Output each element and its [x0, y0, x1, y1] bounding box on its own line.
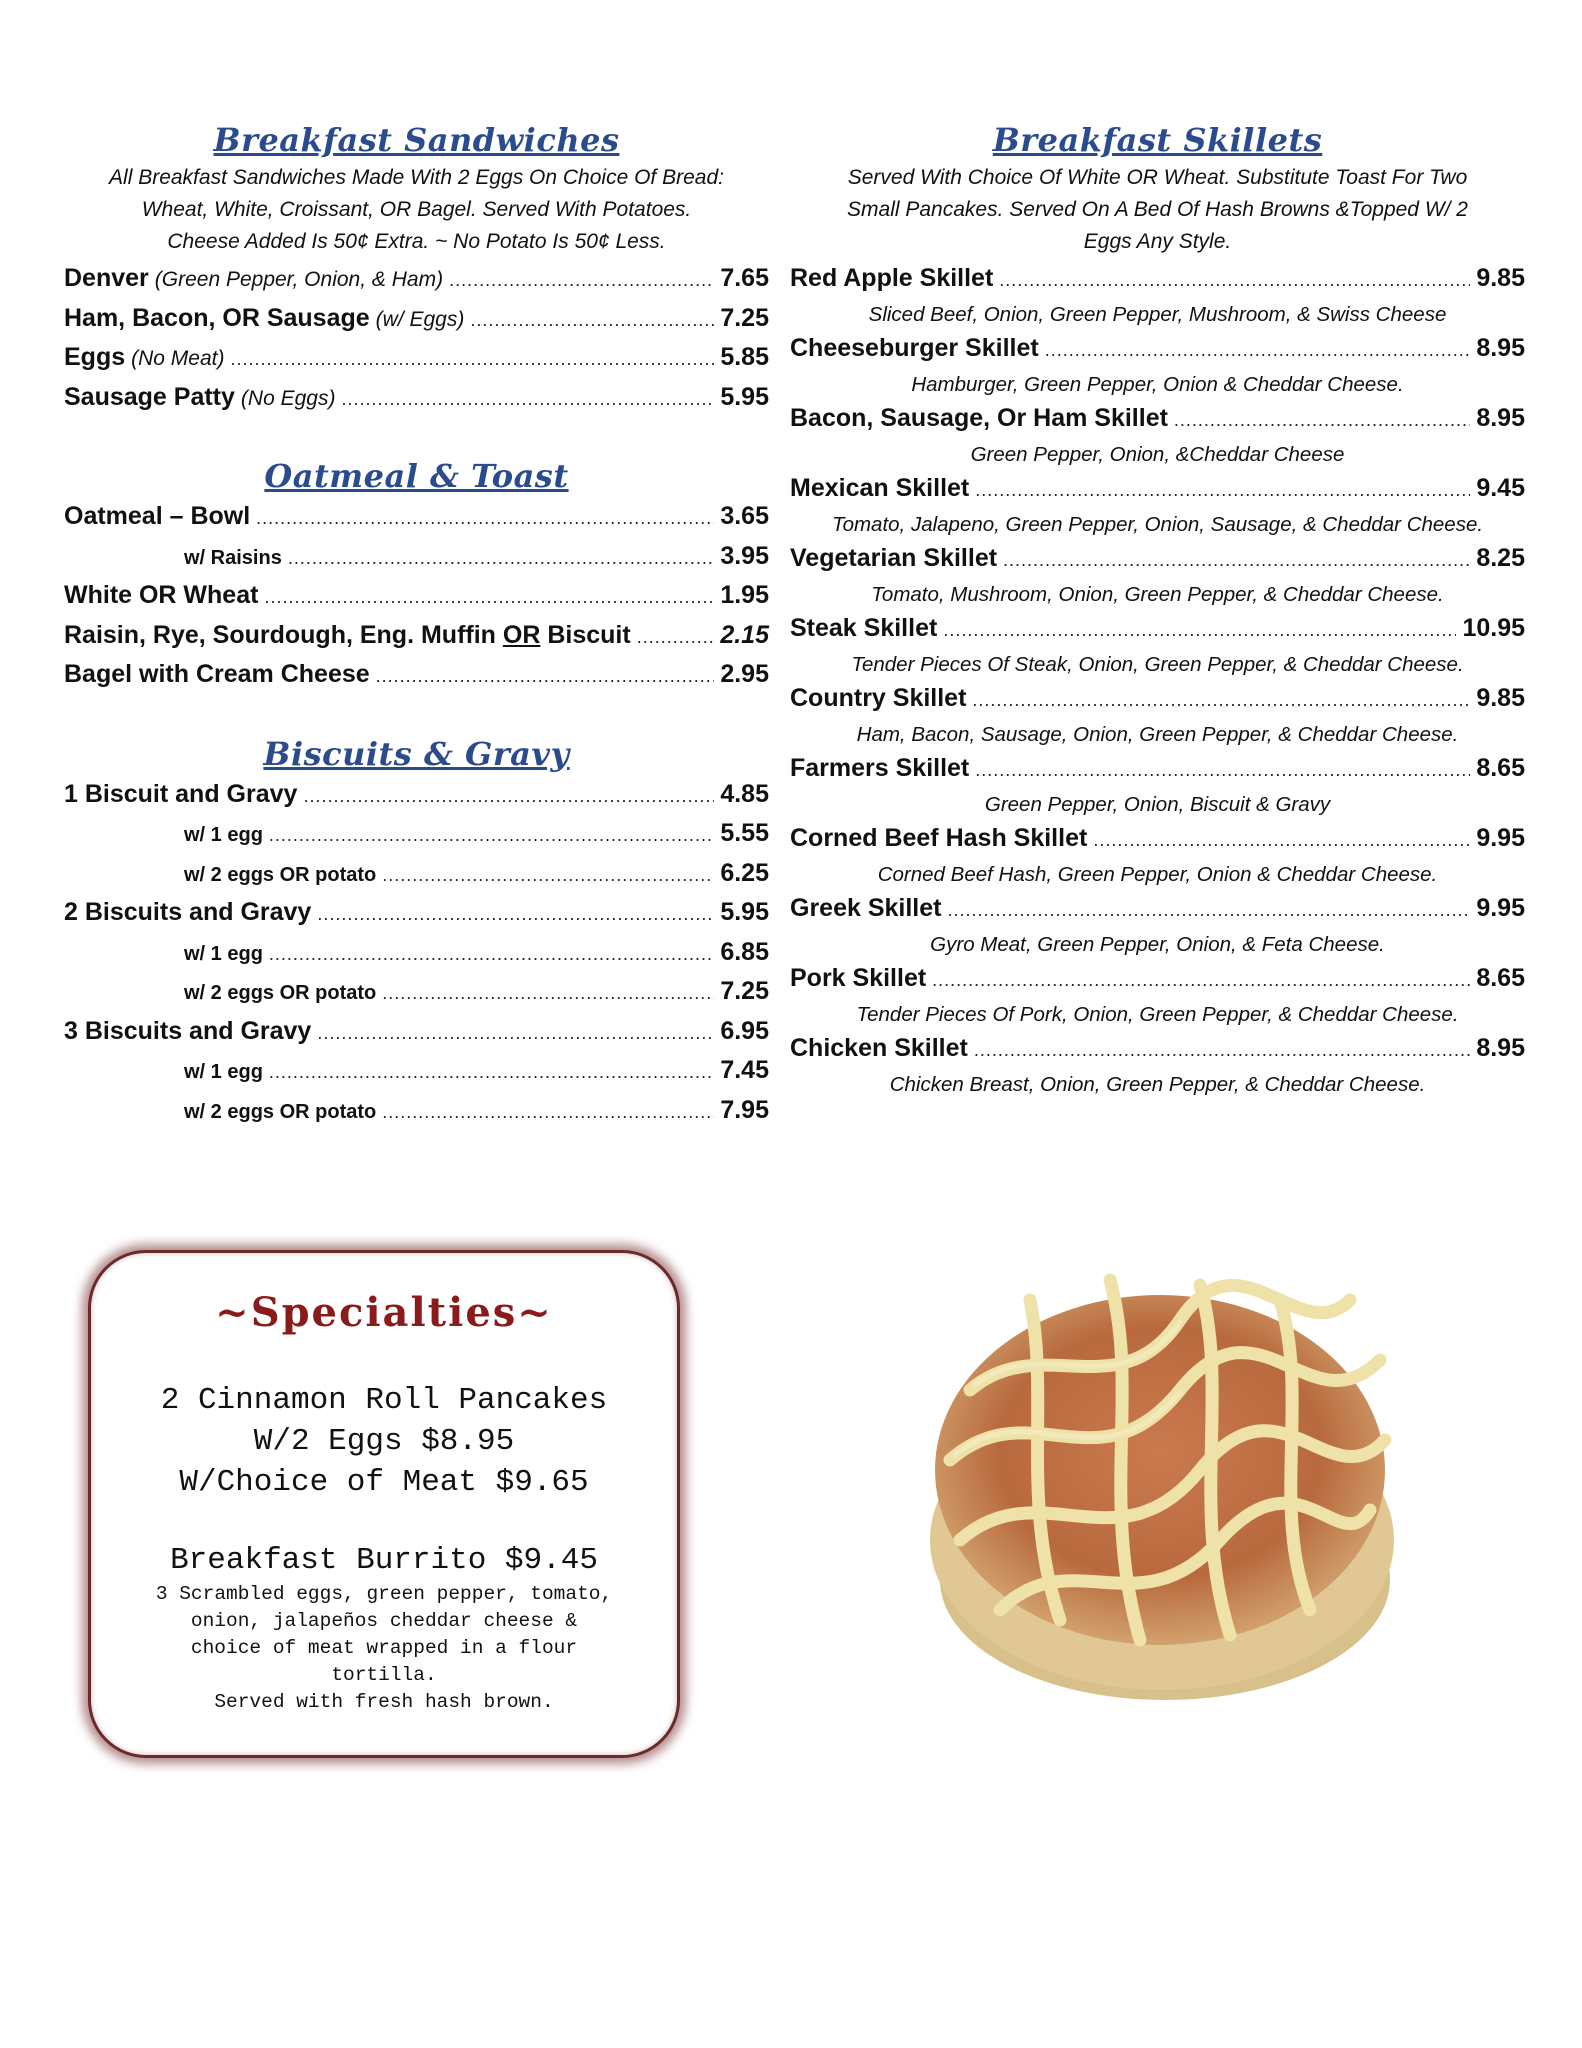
oatmeal-toast-list — [64, 498, 769, 696]
price: 6.95 — [720, 1016, 769, 1045]
price: 1.95 — [720, 581, 769, 609]
menu-item-bagel-cream-cheese: Bagel with Cream Cheese ..... 2.95 — [64, 656, 769, 696]
price: 10.95 — [1462, 614, 1525, 642]
menu-item-2-biscuits-2-eggs: w/ 2 eggs OR potato ..... 7.25 — [64, 973, 769, 1013]
price: 7.45 — [720, 1056, 769, 1084]
menu-item-1-biscuit: 1 Biscuit and Gravy ..... 4.85 — [64, 776, 769, 816]
price: 7.25 — [720, 977, 769, 1005]
price: 8.95 — [1476, 404, 1525, 432]
price: 8.65 — [1476, 964, 1525, 992]
skillets-list — [790, 260, 1525, 1100]
menu-item-2-biscuits: 2 Biscuits and Gravy ..... 5.95 — [64, 894, 769, 934]
breakfast-sandwiches-description: All Breakfast Sandwiches Made With 2 Eggs On Choice Of Bread: Wheat, White, Croissant, OR Bagel. Served With Potatoes. Cheese Added Is 50¢ Extra. ~ No Potato Is 50¢ Less. — [109, 166, 724, 253]
price: 9.95 — [1476, 824, 1525, 852]
menu-item-skillet: Vegetarian Skillet ..... 8.25 — [790, 540, 1525, 579]
menu-item-sausage-patty: Sausage Patty (No Eggs) ..... 5.95 — [64, 379, 769, 419]
menu-item-skillet: Greek Skillet ..... 9.95 — [790, 890, 1525, 929]
price: 7.25 — [720, 303, 769, 332]
breakfast-skillets-description: Served With Choice Of White OR Wheat. Substitute Toast For Two Small Pancakes. Served On A Bed Of Hash Browns &Topped W/ 2 Eggs Any Style. — [847, 166, 1468, 253]
specialty-burrito: Breakfast Burrito $9.45 — [170, 1543, 598, 1578]
menu-item-white-or-wheat: White OR Wheat ..... 1.95 — [64, 577, 769, 617]
price: 2.15 — [720, 620, 769, 649]
skillet-description: Corned Beef Hash, Green Pepper, Onion & Cheddar Cheese. — [877, 863, 1438, 886]
specialties-box — [88, 1250, 680, 1758]
skillet-description: Green Pepper, Onion, Biscuit & Gravy — [984, 793, 1331, 816]
price: 3.65 — [720, 502, 769, 530]
menu-item-1-biscuit-1-egg: w/ 1 egg ..... 5.55 — [64, 815, 769, 855]
skillet-description: Chicken Breast, Onion, Green Pepper, & Cheddar Cheese. — [889, 1073, 1426, 1096]
price: 8.95 — [1476, 334, 1525, 362]
left-column — [64, 118, 769, 1131]
skillet-description: Tomato, Mushroom, Onion, Green Pepper, & Cheddar Cheese. — [871, 583, 1444, 606]
price: 7.95 — [720, 1095, 769, 1124]
menu-item-3-biscuits-1-egg: w/ 1 egg ..... 7.45 — [64, 1052, 769, 1092]
price: 9.95 — [1476, 894, 1525, 922]
menu-item-3-biscuits: 3 Biscuits and Gravy ..... 6.95 — [64, 1013, 769, 1053]
price: 5.55 — [720, 819, 769, 847]
price: 5.95 — [720, 382, 769, 411]
menu-item-denver: Denver (Green Pepper, Onion, & Ham) ..... 7.65 — [64, 260, 769, 300]
biscuits-gravy-list — [64, 776, 769, 1132]
skillet-description: Hamburger, Green Pepper, Onion & Cheddar Cheese. — [911, 373, 1404, 396]
menu-item-skillet: Red Apple Skillet ..... 9.85 — [790, 260, 1525, 299]
price: 5.85 — [720, 343, 769, 371]
price: 8.25 — [1476, 544, 1525, 572]
price: 5.95 — [720, 898, 769, 926]
menu-item-oatmeal-raisins: w/ Raisins ..... 3.95 — [64, 538, 769, 578]
price: 4.85 — [720, 779, 769, 808]
right-column — [790, 118, 1525, 1100]
price: 9.85 — [1476, 264, 1525, 292]
oatmeal-toast-title: Oatmeal & Toast — [264, 457, 569, 495]
menu-item-skillet: Mexican Skillet ..... 9.45 — [790, 470, 1525, 509]
price: 7.65 — [720, 264, 769, 292]
price: 6.25 — [720, 858, 769, 887]
menu-item-2-biscuits-1-egg: w/ 1 egg ..... 6.85 — [64, 934, 769, 974]
menu-item-skillet: Bacon, Sausage, Or Ham Skillet ..... 8.95 — [790, 400, 1525, 439]
breakfast-sandwiches-list — [64, 260, 769, 418]
menu-item-skillet: Corned Beef Hash Skillet ..... 9.95 — [790, 820, 1525, 859]
price: 9.85 — [1476, 684, 1525, 712]
specialty-burrito-description: 3 Scrambled eggs, green pepper, tomato, onion, jalapeños cheddar cheese & choice of meat wrapped in a flour tortilla. Served with fresh hash brown. — [155, 1583, 613, 1713]
specialties-title: ~Specialties~ — [215, 1289, 553, 1336]
menu-item-skillet: Steak Skillet ..... 10.95 — [790, 610, 1525, 649]
price: 8.95 — [1476, 1034, 1525, 1062]
menu-item-oatmeal-bowl: Oatmeal – Bowl ..... 3.65 — [64, 498, 769, 538]
cinnamon-roll-pancake-photo — [880, 1240, 1420, 1710]
biscuits-gravy-title: Biscuits & Gravy — [263, 734, 570, 773]
menu-item-skillet: Pork Skillet ..... 8.65 — [790, 960, 1525, 999]
menu-item-skillet: Cheeseburger Skillet ..... 8.95 — [790, 330, 1525, 369]
price: 2.95 — [720, 660, 769, 688]
menu-item-ham-bacon-sausage: Ham, Bacon, OR Sausage (w/ Eggs) ..... 7.25 — [64, 300, 769, 340]
skillet-description: Sliced Beef, Onion, Green Pepper, Mushroom, & Swiss Cheese — [868, 303, 1447, 326]
menu-item-specialty-breads: Raisin, Rye, Sourdough, Eng. Muffin OR Biscuit ..... 2.15 — [64, 617, 769, 657]
skillet-description: Tender Pieces Of Steak, Onion, Green Pepper, & Cheddar Cheese. — [851, 653, 1464, 676]
price: 9.45 — [1476, 474, 1525, 502]
specialty-pancakes: 2 Cinnamon Roll Pancakes W/2 Eggs $8.95 W/Choice of Meat $9.65 — [160, 1383, 608, 1500]
menu-item-3-biscuits-2-eggs: w/ 2 eggs OR potato ..... 7.95 — [64, 1092, 769, 1132]
skillet-description: Gyro Meat, Green Pepper, Onion, & Feta Cheese. — [930, 933, 1385, 956]
skillet-description: Green Pepper, Onion, &Cheddar Cheese — [970, 443, 1345, 466]
menu-item-1-biscuit-2-eggs: w/ 2 eggs OR potato ..... 6.25 — [64, 855, 769, 895]
price: 6.85 — [720, 937, 769, 966]
menu-item-skillet: Farmers Skillet ..... 8.65 — [790, 750, 1525, 789]
skillet-description: Ham, Bacon, Sausage, Onion, Green Pepper, & Cheddar Cheese. — [856, 723, 1459, 746]
breakfast-sandwiches-title: Breakfast Sandwiches — [213, 121, 620, 159]
skillet-description: Tomato, Jalapeno, Green Pepper, Onion, Sausage, & Cheddar Cheese. — [831, 513, 1484, 536]
menu-item-skillet: Country Skillet ..... 9.85 — [790, 680, 1525, 719]
price: 3.95 — [720, 541, 769, 570]
menu-item-skillet: Chicken Skillet ..... 8.95 — [790, 1030, 1525, 1069]
price: 8.65 — [1476, 754, 1525, 782]
skillet-description: Tender Pieces Of Pork, Onion, Green Pepper, & Cheddar Cheese. — [856, 1003, 1459, 1026]
menu-item-eggs: Eggs (No Meat) ..... 5.85 — [64, 339, 769, 379]
breakfast-skillets-title: Breakfast Skillets — [992, 121, 1323, 159]
